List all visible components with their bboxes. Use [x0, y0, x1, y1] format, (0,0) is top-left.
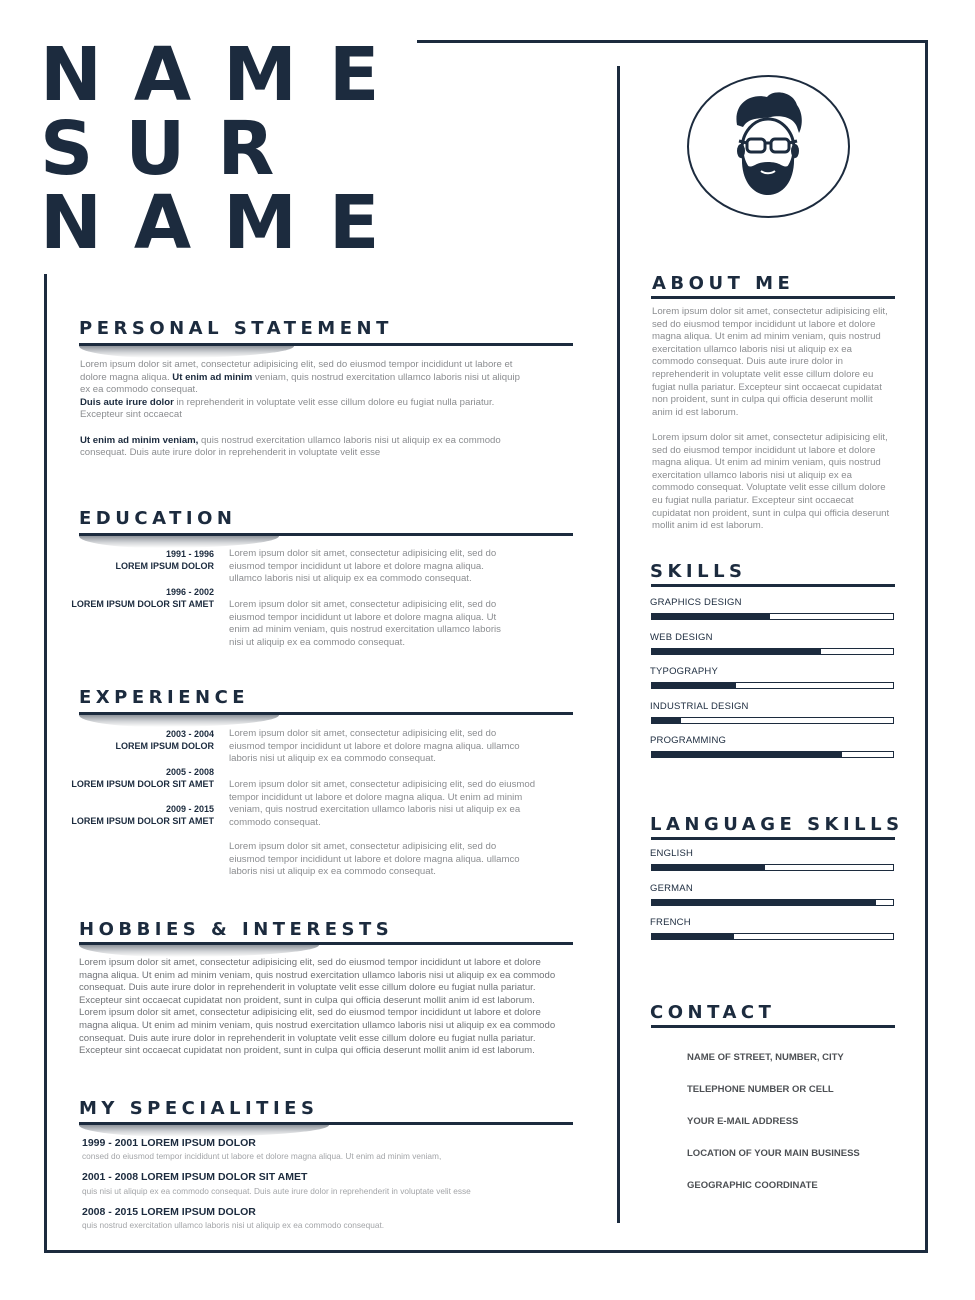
contact-rule — [651, 1025, 895, 1028]
language-label: GERMAN — [650, 882, 693, 894]
name-line-2: SUR — [40, 106, 307, 192]
experience-entry-2-text: Lorem ipsum dolor sit amet, consectetur adipisicing elit, sed do eiusmod tempor incididunt ut labore et dolore magna aliqua. Ut enim ad minim veniam, quis nostrud exercitation ullamco laboris nisi ut aliquip ex ea commodo consequat. — [229, 779, 536, 828]
education-entry-2-text: Lorem ipsum dolor sit amet, consectetur adipisicing elit, sed do eiusmod tempor incididunt ut labore et dolore magna aliqua. Ut enim ad minim veniam, quis nostrud exercitation ullamco laboris nisi ut aliquip ex ea commodo consequat. — [229, 599, 501, 648]
personal-statement-title: PERSONAL STATEMENT — [79, 318, 393, 339]
skill-bar — [651, 648, 894, 655]
experience-entry-2-date: 2005 - 2008 LOREM IPSUM DOLOR SIT AMET — [71, 767, 214, 789]
speciality-2-sub: quis nisi ut aliquip ex ea commodo consequat. Duis aute irure dolor in reprehenderit in voluptate velit esse — [82, 1186, 471, 1196]
experience-entry-3-date: 2009 - 2015 LOREM IPSUM DOLOR SIT AMET — [71, 804, 214, 826]
language-label: ENGLISH — [650, 848, 694, 859]
skill-bar-fill — [652, 718, 681, 723]
experience-title: EXPERIENCE — [79, 687, 250, 708]
speciality-1-title: 1999 - 2001 LOREM IPSUM DOLOR — [82, 1137, 256, 1149]
experience-entry-3-text: Lorem ipsum dolor sit amet, consectetur adipisicing elit, sed do eiusmod tempor incididunt ut labore et dolore magna aliqua. ullamco laboris nisi ut aliquip ex ea commodo consequat. — [229, 841, 520, 878]
about-text: Lorem ipsum dolor sit amet, consectetur adipisicing elit, sed do eiusmod tempor incididunt ut labore et dolore magna aliqua. Ut enim ad minim veniam, quis nostrud exercitation ullamco laboris nisi ut aliquip ex ea commodo consequat. Duis aute irure dolor in reprehenderit in voluptate velit esse cillum dolore eu fugiat nulla pariatur. Excepteur sint occaecat cupidatat non proident, sunt in culpa qui officia deserunt mollit anim id est laborum. Lorem ipsum dolor sit amet, consectetur adipisicing elit, sed do eiusmod tempor incididunt ut labore et dolore magna aliqua. Ut enim ad minim veniam, quis nostrud exercitation ullamco laboris nisi ut aliquip ex ea commodo consequat. Voluptate velit esse cillum dolore eu fugiat nulla pariatur. Excepteur sint occaecat cupidatat non proident, sunt in culpa qui officia deserunt mollit anim id est laborum. — [652, 306, 890, 532]
hobbies-shade — [79, 945, 319, 957]
contact-phone: TELEPHONE NUMBER OR CELL — [687, 1084, 834, 1095]
language-skills-title: LANGUAGE SKILLS — [650, 814, 904, 835]
skills-title: SKILLS — [650, 561, 747, 582]
name-line-3: NAME — [40, 180, 412, 266]
contact-title: CONTACT — [650, 1002, 776, 1023]
speciality-2-title: 2001 - 2008 LOREM IPSUM DOLOR SIT AMET — [82, 1171, 308, 1183]
education-title: EDUCATION — [79, 508, 237, 529]
speciality-3-title: 2008 - 2015 LOREM IPSUM DOLOR — [82, 1206, 256, 1218]
education-shade — [79, 536, 279, 548]
skill-label: TYPOGRAPHY — [650, 666, 718, 677]
personal-statement-shade — [79, 346, 294, 358]
skill-bar-fill — [652, 752, 842, 757]
language-bar-fill — [652, 934, 734, 939]
language-skills-rule — [651, 837, 895, 840]
contact-address: NAME OF STREET, NUMBER, CITY — [687, 1052, 844, 1063]
name-line-1: NAME — [40, 32, 412, 118]
frame-left-line — [44, 274, 47, 1253]
speciality-3-sub: quis nostrud exercitation ullamco laboris nisi ut aliquip ex ea commodo consequat. — [82, 1220, 385, 1230]
skill-bar — [651, 613, 894, 620]
hipster-avatar-icon — [689, 77, 847, 215]
skill-bar-fill — [652, 649, 821, 654]
language-bar-fill — [652, 900, 876, 905]
frame-bottom-line — [44, 1250, 928, 1253]
language-label: FRENCH — [650, 917, 691, 928]
skill-label: INDUSTRIAL DESIGN — [650, 700, 749, 712]
contact-location: LOCATION OF YOUR MAIN BUSINESS — [687, 1148, 860, 1159]
education-entry-1-text: Lorem ipsum dolor sit amet, consectetur adipisicing elit, sed do eiusmod tempor incididunt ut labore et dolore magna aliqua. ullamco laboris nisi ut aliquip ex ea commodo consequat. — [229, 548, 497, 585]
frame-top-line — [417, 40, 927, 43]
personal-statement-text: Lorem ipsum dolor sit amet, consectetur adipisicing elit, sed do eiusmod tempor incididunt ut labore et dolore magna aliqua. Ut enim ad minim veniam, quis nostrud exercitation ullamco laboris nisi ut aliquip ex ea commodo consequat. Duis aute irure dolor in reprehenderit in voluptate velit esse cillum dolore eu fugiat nulla pariatur. Excepteur sint occaecat Ut enim ad minim veniam, quis nostrud exercitation ullamco laboris nisi ut aliquip ex ea commodo consequat. Duis aute irure dolor in reprehenderit in voluptate velit esse — [80, 359, 520, 459]
experience-shade — [79, 715, 279, 727]
hobbies-title: HOBBIES & INTERESTS — [79, 919, 394, 940]
skills-rule — [651, 584, 895, 587]
experience-entry-1-date: 2003 - 2004 LOREM IPSUM DOLOR — [115, 729, 214, 751]
skill-label: WEB DESIGN — [650, 631, 713, 643]
about-title: ABOUT ME — [652, 273, 795, 294]
language-bar — [651, 933, 894, 940]
skill-label: PROGRAMMING — [650, 735, 727, 746]
language-bar-fill — [652, 865, 765, 870]
experience-entry-1-text: Lorem ipsum dolor sit amet, consectetur adipisicing elit, sed do eiusmod tempor incididunt ut labore et dolore magna aliqua. ullamco laboris nisi ut aliquip ex ea commodo consequat. — [229, 728, 520, 765]
name-heading — [40, 32, 412, 266]
skill-label: GRAPHICS DESIGN — [650, 597, 742, 608]
column-divider — [617, 66, 620, 1223]
about-rule — [651, 296, 895, 299]
skill-bar — [651, 682, 894, 689]
language-bar — [651, 899, 894, 906]
avatar — [687, 75, 850, 218]
skill-bar — [651, 751, 894, 758]
frame-right-line — [925, 40, 928, 1253]
speciality-1-sub: consed do eiusmod tempor incididunt ut labore et dolore magna aliqua. Ut enim ad minim veniam, — [82, 1151, 442, 1161]
skill-bar-fill — [652, 683, 736, 688]
education-entry-1-date: 1991 - 1996 LOREM IPSUM DOLOR — [115, 549, 214, 571]
skill-bar — [651, 717, 894, 724]
contact-coordinates: GEOGRAPHIC COORDINATE — [687, 1180, 818, 1191]
hobbies-text: Lorem ipsum dolor sit amet, consectetur adipisicing elit, sed do eiusmod tempor incididunt ut labore et dolore magna aliqua. Ut enim ad minim veniam, quis nostrud exercitation ullamco laboris nisi ut aliquip ex ea commodo consequat. Duis aute irure dolor in reprehenderit in voluptate velit esse cillum dolore eu fugiat nulla pariatur. Excepteur sint occaecat cupidatat non proident, sunt in culpa qui officia deserunt mollit anim id est laborum. Lorem ipsum dolor sit amet, consectetur adipisicing elit, sed do eiusmod tempor incididunt ut labore et dolore magna aliqua. Ut enim ad minim veniam, quis nostrud exercitation ullamco laboris nisi ut aliquip ex ea commodo consequat. Duis aute irure dolor in reprehenderit in voluptate velit esse cillum dolore eu fugiat nulla pariatur. Excepteur sint occaecat cupidatat non proident, sunt in culpa qui officia deserunt mollit anim id est laborum. — [79, 957, 556, 1057]
specialities-title: MY SPECIALITIES — [79, 1098, 319, 1119]
skill-bar-fill — [652, 614, 770, 619]
language-bar — [651, 864, 894, 871]
education-entry-2-date: 1996 - 2002 LOREM IPSUM DOLOR SIT AMET — [71, 587, 214, 609]
contact-email: YOUR E-MAIL ADDRESS — [687, 1116, 799, 1127]
specialities-shade — [79, 1125, 329, 1137]
